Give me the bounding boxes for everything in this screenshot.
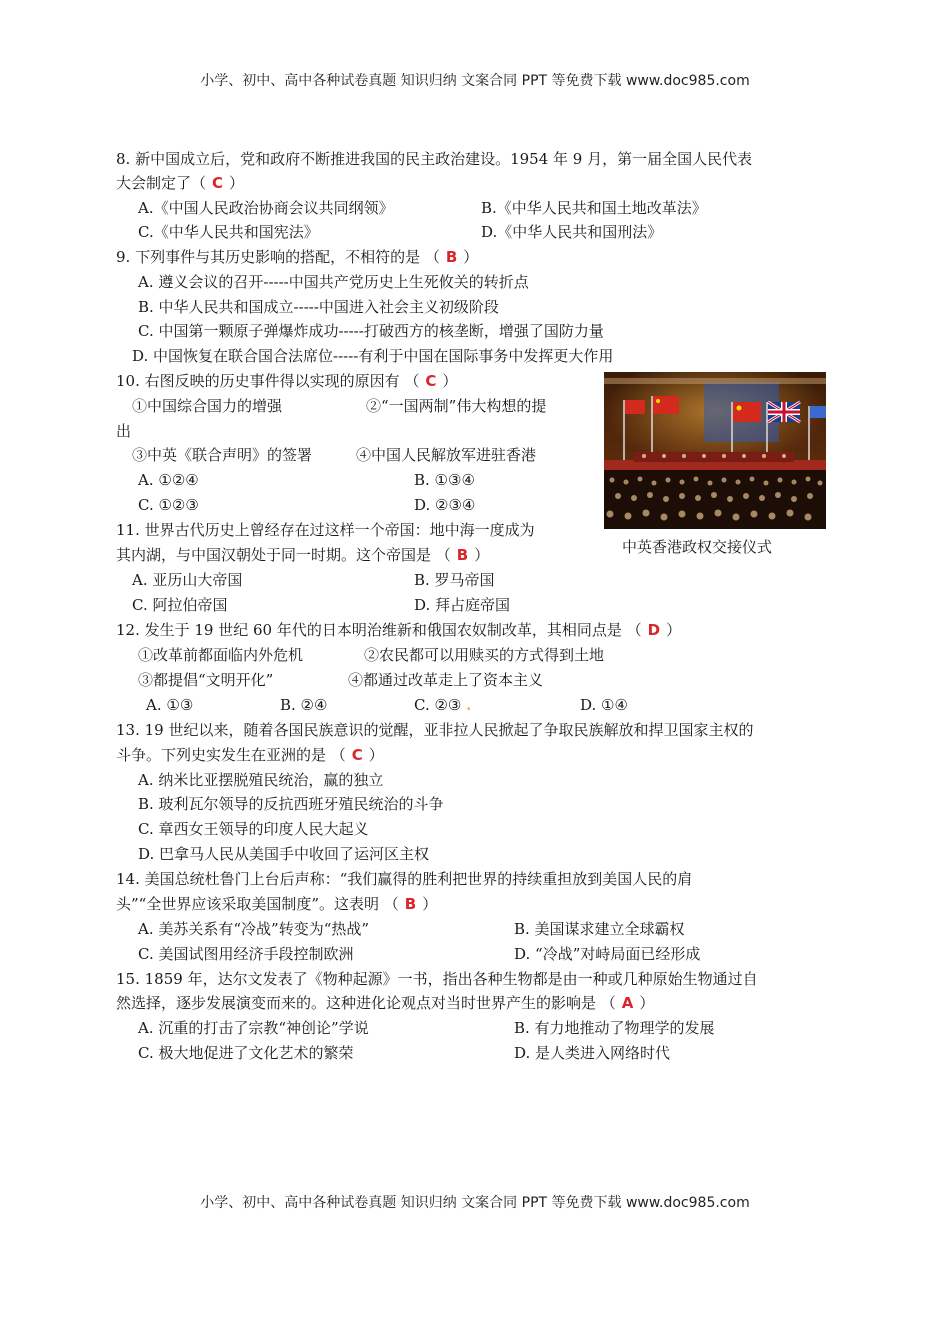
handover-ceremony-photo bbox=[604, 372, 826, 529]
q15-option-b: B. 有力地推动了物理学的发展 bbox=[514, 1019, 715, 1037]
q13-stem-close: ） bbox=[368, 746, 384, 764]
photo-caption: 中英香港政权交接仪式 bbox=[622, 538, 773, 556]
q12-option-c-text: C. ②③ bbox=[414, 696, 462, 714]
q12-statement-3: ③都提倡“文明开化” bbox=[138, 671, 274, 689]
q8-stem-line1: 8. 新中国成立后，党和政府不断推进我国的民主政治建设。1954 年 9 月，第一届全国人民代表 bbox=[116, 150, 753, 168]
q14-option-a: A. 美苏关系有“冷战”转变为“热战” bbox=[138, 920, 370, 938]
q15-stem-text: 然选择，逐步发展演变而来的。这种进化论观点对当时世界产生的影响是 （ bbox=[116, 994, 616, 1012]
q10-option-b: B. ①③④ bbox=[414, 471, 475, 489]
q13-stem-line1: 13. 19 世纪以来，随着各国民族意识的觉醒，亚非拉人民掀起了争取民族解放和捍卫国家主权的 bbox=[116, 721, 754, 739]
china-flag-right-icon bbox=[733, 402, 761, 422]
q10-option-d: D. ②③④ bbox=[414, 496, 476, 514]
q11-option-b: B. 罗马帝国 bbox=[414, 571, 495, 589]
q12-stem-close: ） bbox=[666, 621, 682, 639]
q12-stem-text: 12. 发生于 19 世纪 60 年代的日本明治维新和俄国农奴制改革，其相同点是 （ bbox=[116, 621, 642, 639]
handover-ceremony-illustration bbox=[604, 372, 826, 529]
q10-stem-text: 10. 右图反映的历史事件得以实现的原因有 （ bbox=[116, 372, 420, 390]
q12-option-a: A. ①③ bbox=[146, 696, 194, 714]
q9-stem-text: 9. 下列事件与其历史影响的搭配，不相符的是 （ bbox=[116, 248, 440, 266]
q10-stem-close: ） bbox=[442, 372, 458, 390]
q14-option-b: B. 美国谋求建立全球霸权 bbox=[514, 920, 685, 938]
q10-answer: C bbox=[425, 372, 437, 390]
q13-option-b: B. 玻利瓦尔领导的反抗西班牙殖民统治的斗争 bbox=[138, 795, 444, 813]
q9-option-d: D. 中国恢复在联合国合法席位-----有利于中国在国际事务中发挥更大作用 bbox=[132, 347, 614, 365]
q8-option-b: B.《中华人民共和国土地改革法》 bbox=[481, 199, 707, 217]
q9-option-a: A. 遵义会议的召开-----中国共产党历史上生死攸关的转折点 bbox=[138, 273, 529, 291]
uk-flag-icon bbox=[768, 402, 800, 422]
q14-stem-line2 bbox=[116, 892, 437, 916]
q13-option-a: A. 纳米比亚摆脱殖民统治，赢的独立 bbox=[138, 771, 384, 789]
china-flag-icon bbox=[653, 396, 679, 414]
q15-option-d: D. 是人类进入网络时代 bbox=[514, 1044, 671, 1062]
q12-statement-2: ②农民都可以用赎买的方式得到土地 bbox=[364, 646, 605, 664]
q9-stem bbox=[116, 245, 478, 269]
q8-stem-close: ） bbox=[229, 174, 245, 192]
q11-option-a: A. 亚历山大帝国 bbox=[132, 571, 243, 589]
q12-option-b: B. ②④ bbox=[280, 696, 328, 714]
q8-stem-line2 bbox=[116, 171, 244, 195]
q14-stem-line1: 14. 美国总统杜鲁门上台后声称：“我们赢得的胜利把世界的持续重担放到美国人民的肩 bbox=[116, 870, 693, 888]
q8-option-c: C.《中华人民共和国宪法》 bbox=[138, 223, 319, 241]
q10-statement-3: ③中英《联合声明》的签署 bbox=[132, 446, 313, 464]
q11-option-c: C. 阿拉伯帝国 bbox=[132, 596, 228, 614]
q15-option-c: C. 极大地促进了文化艺术的繁荣 bbox=[138, 1044, 354, 1062]
q11-stem-text: 其内湖，与中国汉朝处于同一时期。这个帝国是 （ bbox=[116, 546, 451, 564]
q10-stem bbox=[116, 369, 457, 393]
q13-option-c: C. 章西女王领导的印度人民大起义 bbox=[138, 820, 369, 838]
q10-option-c: C. ①②③ bbox=[138, 496, 199, 514]
q11-stem-line2 bbox=[116, 543, 489, 567]
hk-flag-icon bbox=[625, 400, 645, 414]
q9-option-c: C. 中国第一颗原子弹爆炸成功-----打破西方的核垄断，增强了国防力量 bbox=[138, 322, 604, 340]
q10-statement-4: ④中国人民解放军进驻香港 bbox=[356, 446, 537, 464]
q14-option-d: D. “冷战”对峙局面已经形成 bbox=[514, 945, 701, 963]
q15-answer: A bbox=[621, 994, 634, 1012]
q12-statement-4: ④都通过改革走上了资本主义 bbox=[348, 671, 544, 689]
q15-stem-close: ） bbox=[639, 994, 655, 1012]
q15-stem-line2 bbox=[116, 991, 654, 1015]
q11-answer: B bbox=[456, 546, 469, 564]
q12-statement-1: ①改革前都面临内外危机 bbox=[138, 646, 304, 664]
q9-stem-close: ） bbox=[463, 248, 479, 266]
q12-option-d: D. ①④ bbox=[580, 696, 628, 714]
q13-stem-line2 bbox=[116, 743, 384, 767]
q12-answer: D bbox=[647, 621, 661, 639]
q11-stem-line1: 11. 世界古代历史上曾经存在过这样一个帝国：地中海一度成为 bbox=[116, 521, 535, 539]
q11-option-d: D. 拜占庭帝国 bbox=[414, 596, 511, 614]
q8-option-d: D.《中华人民共和国刑法》 bbox=[481, 223, 663, 241]
q14-option-c: C. 美国试图用经济手段控制欧洲 bbox=[138, 945, 354, 963]
q10-statement-1: ①中国综合国力的增强 bbox=[132, 397, 283, 415]
q13-answer: C bbox=[351, 746, 363, 764]
q10-statement-2: ②“一国两制”伟大构想的提 bbox=[366, 397, 547, 415]
q8-stem-text: 大会制定了（ bbox=[116, 174, 207, 192]
q12-option-c-mark: . bbox=[466, 696, 472, 714]
q8-option-a: A.《中国人民政治协商会议共同纲领》 bbox=[138, 199, 394, 217]
q13-option-d: D. 巴拿马人民从美国手中收回了运河区主权 bbox=[138, 845, 430, 863]
q8-answer: C bbox=[212, 174, 224, 192]
q13-stem-text: 斗争。下列史实发生在亚洲的是 （ bbox=[116, 746, 346, 764]
q12-stem bbox=[116, 618, 681, 642]
q14-answer: B bbox=[404, 895, 417, 913]
q12-option-c bbox=[414, 693, 471, 717]
q9-answer: B bbox=[445, 248, 458, 266]
q9-option-b: B. 中华人民共和国成立-----中国进入社会主义初级阶段 bbox=[138, 298, 499, 316]
page-footer: 小学、初中、高中各种试卷真题 知识归纳 文案合同 PPT 等免费下载 www.doc985.com bbox=[200, 1195, 750, 1211]
q14-stem-close: ） bbox=[422, 895, 438, 913]
q11-stem-close: ） bbox=[474, 546, 490, 564]
q14-stem-text: 头”“全世界应该采取美国制度”。这表明 （ bbox=[116, 895, 399, 913]
q15-stem-line1: 15. 1859 年，达尔文发表了《物种起源》一书，指出各种生物都是由一种或几种原始生物通过自 bbox=[116, 970, 758, 988]
q10-statement-2-cont: 出 bbox=[116, 422, 132, 440]
q15-option-a: A. 沉重的打击了宗教“神创论”学说 bbox=[138, 1019, 369, 1037]
page-header: 小学、初中、高中各种试卷真题 知识归纳 文案合同 PPT 等免费下载 www.doc985.com bbox=[200, 73, 750, 89]
q10-option-a: A. ①②④ bbox=[138, 471, 199, 489]
